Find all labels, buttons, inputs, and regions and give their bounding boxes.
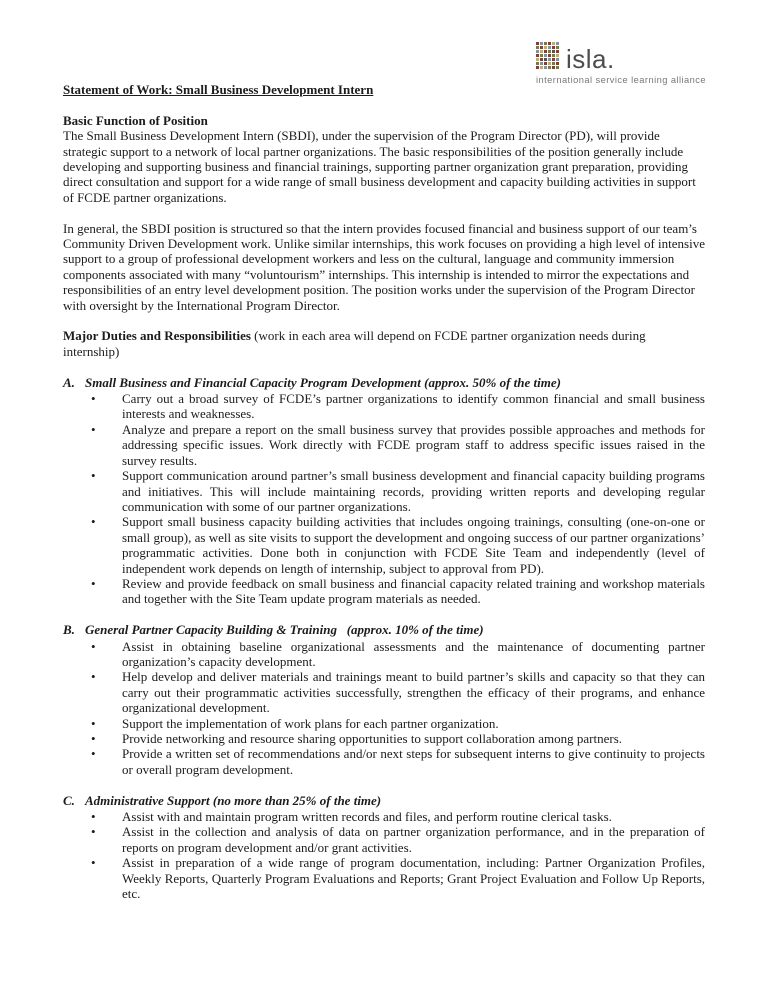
list-item (63, 576, 705, 607)
list-item (63, 391, 705, 422)
subsection-a-bullet-list (63, 391, 705, 607)
subsection-c-letter: C. (63, 792, 75, 808)
bullet-icon: • (91, 468, 96, 484)
subsection-a-heading (63, 375, 705, 390)
subsection-c (63, 793, 705, 902)
list-item (63, 716, 705, 731)
document-title: Statement of Work: Small Business Development Intern (63, 82, 374, 97)
list-item-text: Help develop and deliver materials and trainings meant to build partner’s skills and capacity so that they can carry out their programmatic activities successfully, strengthen the efficacy of their programs, and enhance organizational development. (122, 669, 705, 716)
list-item-text: Provide a written set of recommendations and/or next steps for subsequent interns to give continuity to projects or overall program development. (122, 746, 705, 777)
bullet-icon: • (91, 715, 96, 731)
section-heading-major-duties (63, 328, 705, 359)
subsection-a-title: Small Business and Financial Capacity Program Development (approx. 50% of the time) (85, 374, 561, 390)
list-item (63, 422, 705, 468)
list-item-text: Assist in preparation of a wide range of program documentation, including: Partner Organization Profiles, Weekly Reports, Quarterly Program Evaluations and Reports; Grant Project Evaluation and Follow Up Reports, etc. (122, 855, 705, 902)
list-item (63, 809, 705, 824)
list-item (63, 514, 705, 576)
isla-weave-icon (536, 42, 559, 71)
subsection-c-bullet-list (63, 809, 705, 901)
list-item-text: Support the implementation of work plans for each partner organization. (122, 715, 499, 731)
subsection-b-letter: B. (63, 622, 75, 638)
list-item-text: Analyze and prepare a report on the small business survey that provides possible approaches and methods for addressing specific issues. Work directly with FCDE program staff to address specific issues raised in the survey results. (122, 421, 705, 468)
bullet-icon: • (91, 809, 96, 824)
list-item-text: Carry out a broad survey of FCDE’s partner organizations to identify common financial and small business interests and weaknesses. (122, 391, 705, 422)
list-item-text: Support small business capacity building activities that includes ongoing trainings, consulting (one-on-one or small group), as well as site visits to support the development and ongoing success of our partner organizations’ programmatic activities. Done both in conjunction with FCDE Site Team and independently (level of independent work depends on length of internship, subject to approval from PD). (122, 514, 705, 576)
list-item-text: Assist with and maintain program written records and files, and perform routine clerical tasks. (122, 809, 612, 824)
list-item (63, 824, 705, 855)
bullet-icon: • (91, 391, 96, 407)
list-item-text: Provide networking and resource sharing opportunities to support collaboration among partners. (122, 730, 623, 746)
paragraph-basic-function-1: The Small Business Development Intern (SBDI), under the supervision of the Program Director (PD), will provide strategic support to a network of local partner organizations. The basic responsibilities of the position generally include developing and supporting business and financial trainings, supporting partner organization grant preparation, providing direct consultation and support for a wide range of small business development and capacity building activities in support of FCDE partner organizations. (63, 128, 696, 205)
subsection-a (63, 375, 705, 607)
bullet-icon: • (91, 421, 96, 437)
document-content (63, 82, 705, 901)
list-item (63, 746, 705, 777)
list-item (63, 639, 705, 670)
bullet-icon: • (91, 730, 96, 746)
bullet-icon: • (91, 669, 96, 685)
list-item-text: Assist in the collection and analysis of data on partner organization performance, and in the preparation of reports on program development and/or grant activities. (122, 824, 705, 855)
subsection-a-letter: A. (63, 374, 75, 390)
list-item-text: Review and provide feedback on small business and financial capacity related training and workshop materials and together with the Site Team update program materials as needed. (122, 575, 705, 607)
list-item-text: Support communication around partner’s small business development and financial capacity building programs and initiatives. This will include maintaining records, providing written reports and developing regular communication with some of our partner organizations. (122, 468, 705, 514)
list-item (63, 855, 705, 901)
subsection-b (63, 622, 705, 777)
major-duties-heading-note: (work in each area will depend on FCDE partner organization needs during internship) (63, 328, 646, 359)
bullet-icon: • (91, 824, 96, 840)
bullet-icon: • (91, 575, 96, 591)
subsection-c-title: Administrative Support (no more than 25% of the time) (85, 792, 382, 808)
subsection-c-heading (63, 793, 705, 808)
paragraph-basic-function-2: In general, the SBDI position is structured so that the intern provides focused financial and business support of our team’s Community Driven Development work. Unlike similar internships, this work focuses on providing a high level of intensive support to a group of professional development workers and less on the cultural, language and community immersion components associated with many “voluntourism” internships. This internship is intended to mirror the expectations and responsibilities of an entry level development position. The position works under the supervision of the Program Director with oversight by the International Program Director. (63, 220, 705, 313)
bullet-icon: • (91, 746, 96, 762)
subsection-b-heading (63, 622, 705, 637)
bullet-icon: • (91, 638, 96, 654)
list-item (63, 468, 705, 514)
bullet-icon: • (91, 514, 96, 530)
section-heading-basic-function: Basic Function of Position (63, 112, 208, 128)
list-item (63, 669, 705, 715)
logo-brand-text: isla. (565, 44, 615, 74)
list-item-text: Assist in obtaining baseline organizational assessments and the maintenance of documenting partner organization’s capacity development. (122, 638, 705, 669)
logo-tagline: international service learning alliance (535, 75, 706, 85)
major-duties-heading-bold: Major Duties and Responsibilities (63, 328, 251, 344)
list-item (63, 731, 705, 746)
subsection-b-title: General Partner Capacity Building & Training (approx. 10% of the time) (85, 622, 484, 638)
subsection-b-bullet-list (63, 639, 705, 778)
bullet-icon: • (91, 855, 96, 871)
